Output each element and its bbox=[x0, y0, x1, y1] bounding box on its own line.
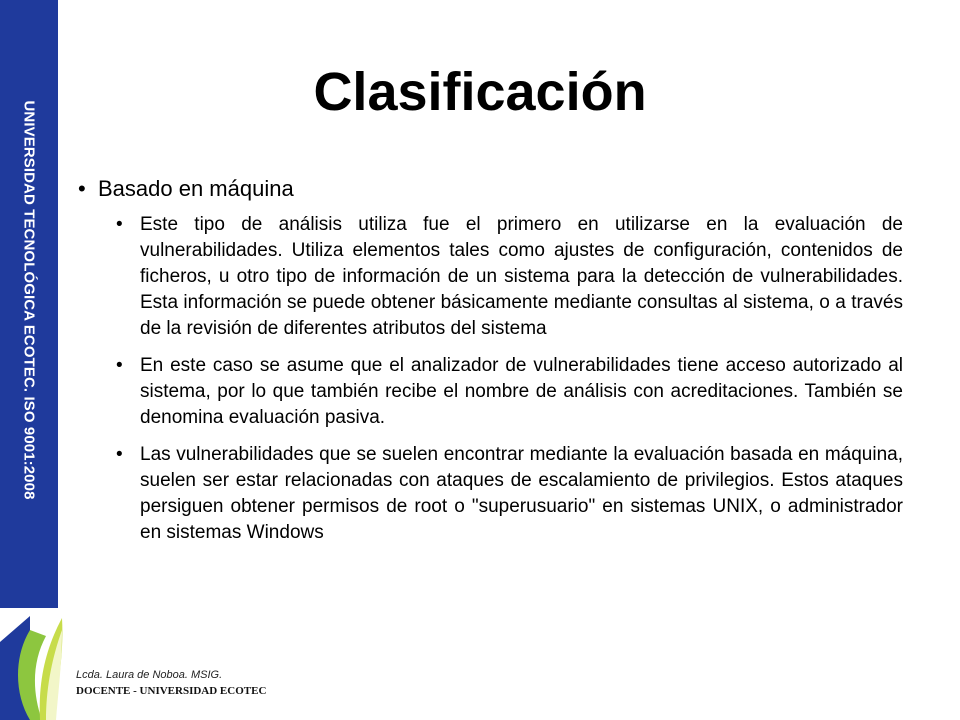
sidebar-university-label: UNIVERSIDAD TECNOLÓGICA ECOTEC. ISO 9001:2008 bbox=[20, 100, 38, 500]
slide-content bbox=[78, 172, 903, 557]
ecotec-logo-icon bbox=[0, 608, 66, 720]
footer-author: Lcda. Laura de Noboa. MSIG. bbox=[76, 669, 223, 681]
main-bullet bbox=[78, 172, 903, 206]
sub-bullet: • Las vulnerabilidades que se suelen encontrar mediante la evaluación basada en máquina, suelen ser estar relacionadas con ataques de escalamiento de privilegios. Estos ataques persiguen obtener permisos de root o "superusuario" en sistemas UNIX, o administrador en sistemas Windows bbox=[78, 442, 903, 546]
footer-role: DOCENTE - UNIVERSIDAD ECOTEC bbox=[76, 685, 267, 697]
sub-bullet: • En este caso se asume que el analizador de vulnerabilidades tiene acceso autorizado al sistema, por lo que también recibe el nombre de análisis con acreditaciones. También se denomina evaluación pasiva. bbox=[78, 353, 903, 431]
sub-bullet-list bbox=[78, 212, 903, 546]
main-bullet-text: Basado en máquina bbox=[98, 176, 294, 201]
sub-bullet: • Este tipo de análisis utiliza fue el primero en utilizarse en la evaluación de vulnerabilidades. Utiliza elementos tales como ajustes de configuración, contenidos de ficheros, u otro tipo de información de un sistema para la detección de vulnerabilidades. Esta información se puede obtener básicamente mediante consultas al sistema, o a través de la revisión de diferentes atributos del sistema bbox=[78, 212, 903, 342]
slide-title: Clasificación bbox=[313, 62, 647, 122]
